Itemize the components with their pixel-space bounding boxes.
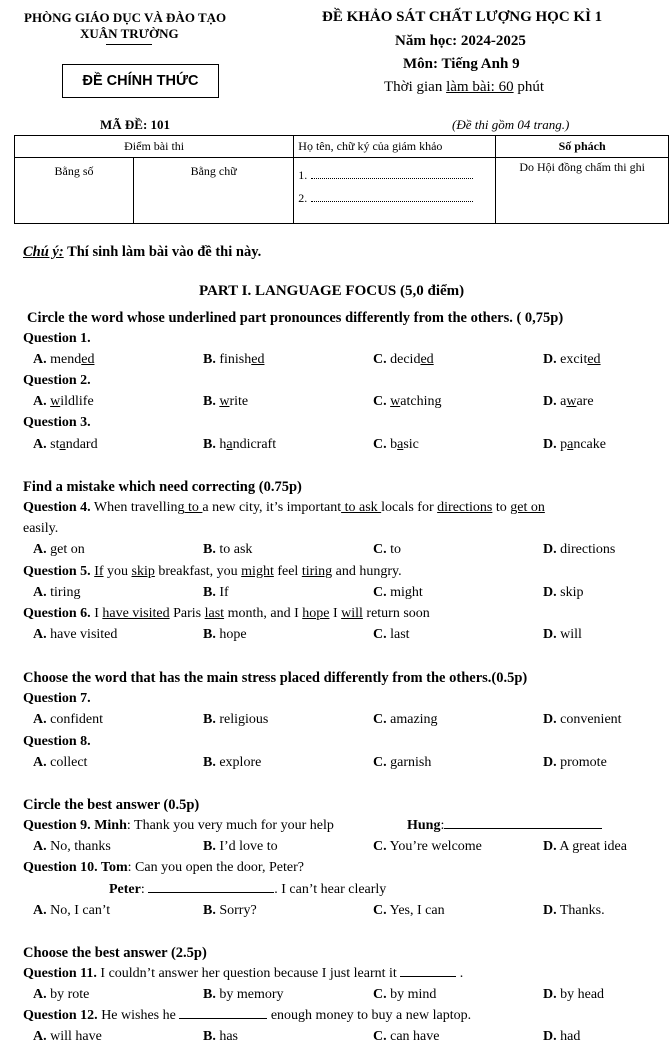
question-6-text: Question 6. I have visited Paris last month, and I hope I will return soon xyxy=(23,606,430,621)
q7-option-a[interactable]: A. confident xyxy=(33,712,103,727)
q5-option-b[interactable]: B. If xyxy=(203,585,229,600)
q11-answer-blank[interactable] xyxy=(400,976,456,977)
question-7-label: Question 7. xyxy=(23,691,91,706)
q8-option-b[interactable]: B. explore xyxy=(203,755,262,770)
score-number-cell: Bằng số xyxy=(15,158,134,224)
q4-option-b[interactable]: B. to ask xyxy=(203,542,253,557)
question-4-continued: easily. xyxy=(23,521,59,536)
part-title: PART I. LANGUAGE FOCUS (5,0 điểm) xyxy=(199,283,465,299)
q5-option-c[interactable]: C. might xyxy=(373,585,423,600)
q4-option-c[interactable]: C. to xyxy=(373,542,402,557)
q3-option-b[interactable]: B. handicraft xyxy=(203,437,277,452)
q12-option-b[interactable]: B. has xyxy=(203,1029,239,1044)
examiner-signatures xyxy=(294,158,496,224)
q11-option-a[interactable]: A. by rote xyxy=(33,987,90,1002)
q2-option-a[interactable]: A. wildlife xyxy=(33,394,94,409)
question-10-reply: Peter: . I can’t hear clearly xyxy=(109,882,387,897)
time-underlined: làm bài: 60 xyxy=(446,79,514,95)
examiner-line-2[interactable]: 2. xyxy=(298,187,491,210)
q7-option-d[interactable]: D. convenient xyxy=(543,712,622,727)
exam-title: ĐỀ KHẢO SÁT CHẤT LƯỢNG HỌC KÌ 1 xyxy=(322,9,603,25)
question-1-label: Question 1. xyxy=(23,331,91,346)
q12-option-d[interactable]: D. had xyxy=(543,1029,581,1044)
q3-option-d[interactable]: D. pancake xyxy=(543,437,606,452)
question-11-text: Question 11. I couldn’t answer her question because I just learnt it . xyxy=(23,966,464,981)
q10-option-a[interactable]: A. No, I can’t xyxy=(33,903,111,918)
official-label: ĐỀ CHÍNH THỨC xyxy=(62,64,219,98)
info-table xyxy=(14,135,669,224)
question-8-label: Question 8. xyxy=(23,734,91,749)
candidate-note xyxy=(23,244,261,261)
question-9-reply: Hung: xyxy=(407,818,602,834)
q1-option-c[interactable]: C. decided xyxy=(373,352,434,367)
q2-option-d[interactable]: D. aware xyxy=(543,394,594,409)
q8-option-c[interactable]: C. garnish xyxy=(373,755,432,770)
section3-instruction: Choose the word that has the main stress placed differently from the others.(0.5p) xyxy=(23,670,528,686)
district-underline xyxy=(106,44,152,45)
q11-option-b[interactable]: B. by memory xyxy=(203,987,284,1002)
q9-option-a[interactable]: A. No, thanks xyxy=(33,839,111,854)
pages-note: (Đề thi gồm 04 trang.) xyxy=(452,117,570,132)
subject: Môn: Tiếng Anh 9 xyxy=(403,56,520,72)
q11-option-d[interactable]: D. by head xyxy=(543,987,605,1002)
q2-option-b[interactable]: B. write xyxy=(203,394,249,409)
examiner-line-1[interactable]: 1. xyxy=(298,164,491,187)
code-header: Số phách xyxy=(496,136,669,158)
q6-option-c[interactable]: C. last xyxy=(373,627,410,642)
exam-code: MÃ ĐỀ: 101 xyxy=(100,117,171,132)
q8-option-d[interactable]: D. promote xyxy=(543,755,607,770)
q4-option-d[interactable]: D. directions xyxy=(543,542,616,557)
q12-answer-blank[interactable] xyxy=(179,1018,267,1019)
time-prefix: Thời gian xyxy=(384,79,447,95)
q1-option-d[interactable]: D. excited xyxy=(543,352,601,367)
q7-option-c[interactable]: C. amazing xyxy=(373,712,438,727)
note-text: Thí sinh làm bài vào đề thi này. xyxy=(63,244,262,260)
q3-option-c[interactable]: C. basic xyxy=(373,437,419,452)
q11-option-c[interactable]: C. by mind xyxy=(373,987,437,1002)
section4-instruction: Circle the best answer (0.5p) xyxy=(23,797,200,813)
code-note-cell: Do Hội đồng chấm thi ghi xyxy=(496,158,669,224)
q8-option-a[interactable]: A. collect xyxy=(33,755,88,770)
time-suffix: phút xyxy=(513,79,545,95)
school-year: Năm học: 2024-2025 xyxy=(395,33,526,49)
score-header: Điểm bài thi xyxy=(15,136,294,158)
question-10-text: Question 10. Tom: Can you open the door, Peter? xyxy=(23,860,304,875)
note-label: Chú ý: xyxy=(23,244,64,260)
q5-option-a[interactable]: A. tiring xyxy=(33,585,81,600)
q10-option-b[interactable]: B. Sorry? xyxy=(203,903,257,918)
q9-option-c[interactable]: C. You’re welcome xyxy=(373,839,482,854)
examiner-header: Họ tên, chữ ký của giám khảo xyxy=(294,136,496,158)
question-9-text: Question 9. Minh: Thank you very much for your help xyxy=(23,818,334,833)
q9-answer-blank[interactable] xyxy=(444,828,602,829)
question-5-text: Question 5. If you skip breakfast, you might feel tiring and hungry. xyxy=(23,564,402,579)
q10-option-c[interactable]: C. Yes, I can xyxy=(373,903,445,918)
q6-option-d[interactable]: D. will xyxy=(543,627,582,642)
question-3-label: Question 3. xyxy=(23,415,91,430)
q6-option-a[interactable]: A. have visited xyxy=(33,627,118,642)
q7-option-b[interactable]: B. religious xyxy=(203,712,269,727)
q12-option-c[interactable]: C. can have xyxy=(373,1029,440,1044)
q12-option-a[interactable]: A. will have xyxy=(33,1029,102,1044)
q9-option-d[interactable]: D. A great idea xyxy=(543,839,627,854)
q9-option-b[interactable]: B. I’d love to xyxy=(203,839,278,854)
q10-answer-blank[interactable] xyxy=(148,892,274,893)
q5-option-d[interactable]: D. skip xyxy=(543,585,584,600)
q1-option-a[interactable]: A. mended xyxy=(33,352,95,367)
score-words-cell: Bằng chữ xyxy=(134,158,294,224)
section5-instruction: Choose the best answer (2.5p) xyxy=(23,945,207,961)
department-name: PHÒNG GIÁO DỤC VÀ ĐÀO TẠO xyxy=(24,10,227,25)
q4-option-a[interactable]: A. get on xyxy=(33,542,85,557)
question-4-text: Question 4. When travelling to a new city, it’s important to ask locals for directions to get on xyxy=(23,500,545,515)
time-allowed xyxy=(384,79,544,96)
q2-option-c[interactable]: C. watching xyxy=(373,394,442,409)
question-2-label: Question 2. xyxy=(23,373,91,388)
q1-option-b[interactable]: B. finished xyxy=(203,352,265,367)
question-12-text: Question 12. He wishes he enough money to buy a new laptop. xyxy=(23,1008,472,1023)
department-district: XUÂN TRƯỜNG xyxy=(80,26,179,41)
q10-option-d[interactable]: D. Thanks. xyxy=(543,903,605,918)
q3-option-a[interactable]: A. standard xyxy=(33,437,98,452)
section2-instruction: Find a mistake which need correcting (0.75p) xyxy=(23,479,302,495)
q6-option-b[interactable]: B. hope xyxy=(203,627,247,642)
section1-instruction: Circle the word whose underlined part pronounces differently from the others. ( 0,75p) xyxy=(27,310,564,326)
